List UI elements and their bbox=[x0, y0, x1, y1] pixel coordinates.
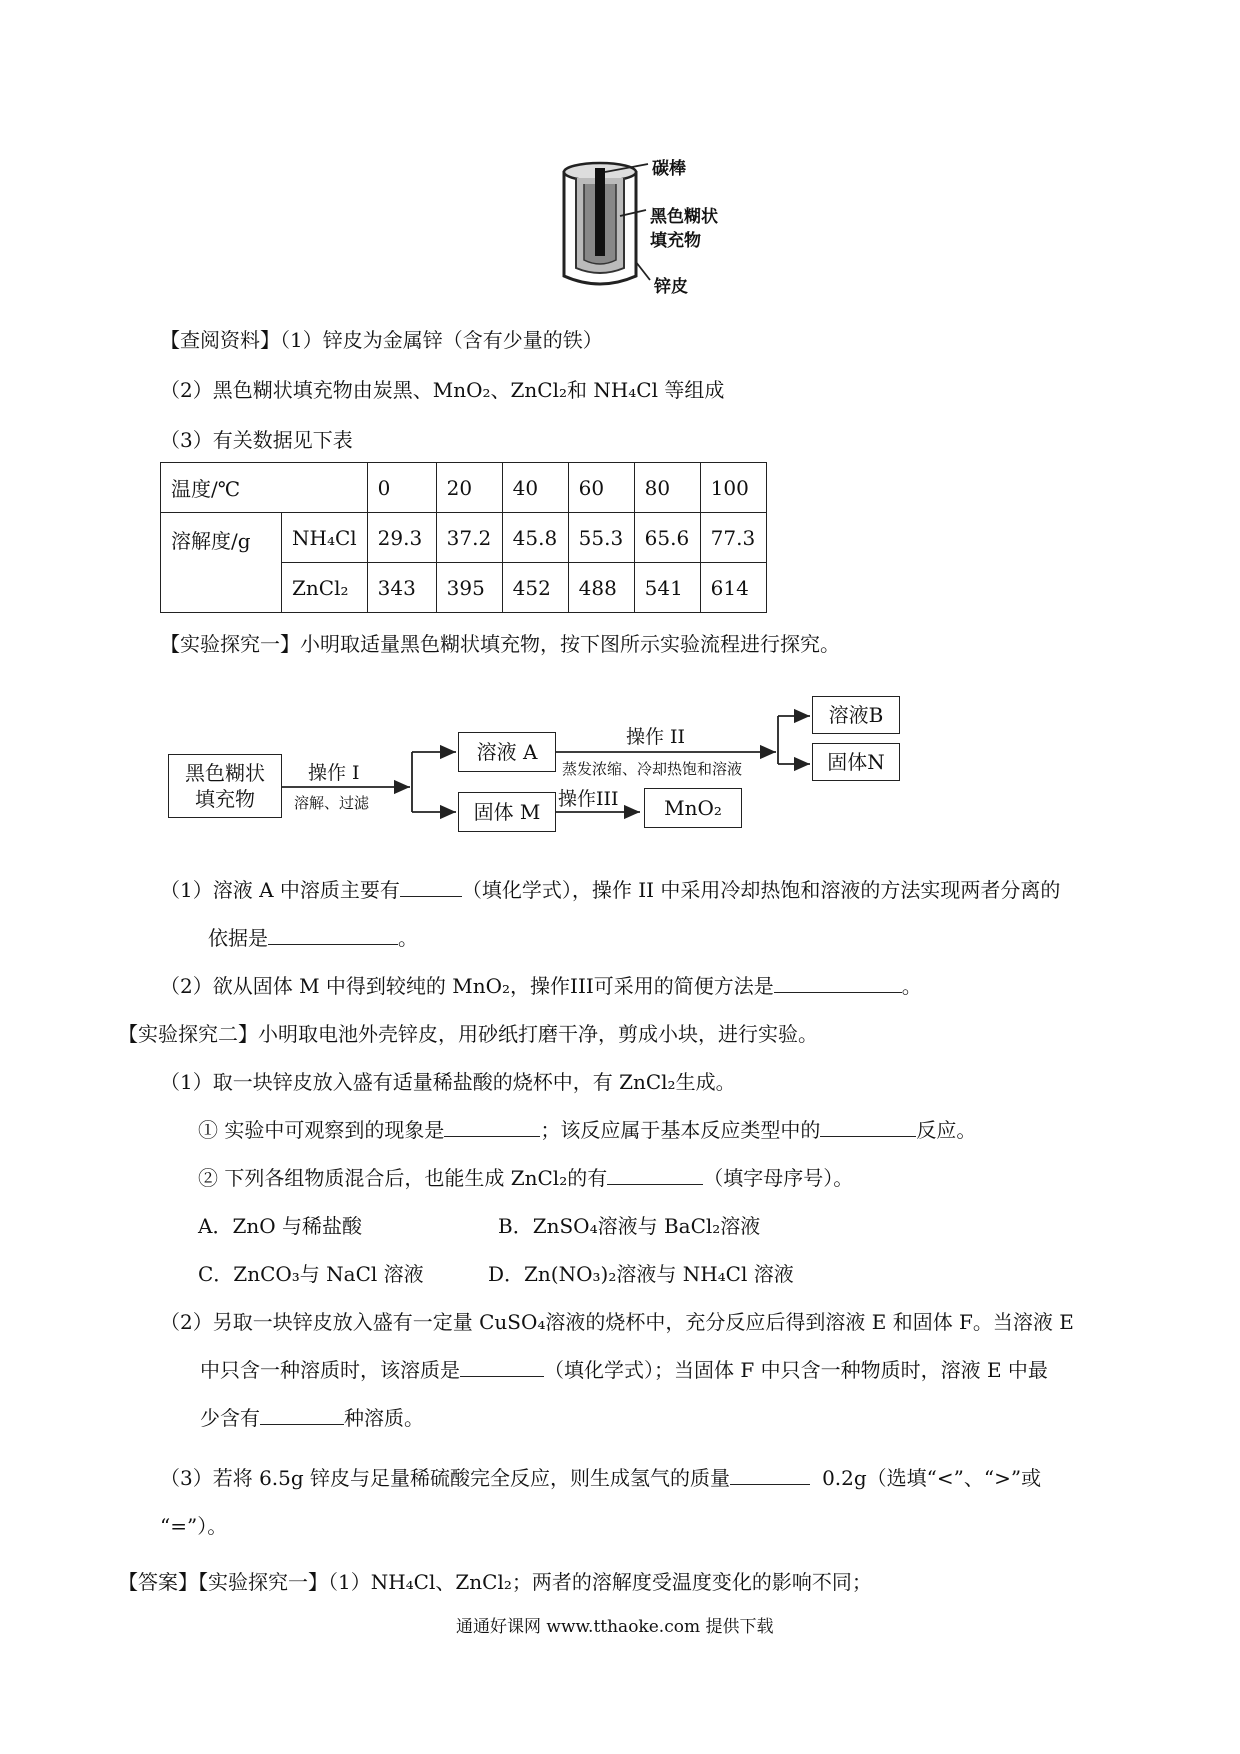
experiment-two-q2c: 少含有 种溶质。 bbox=[200, 1406, 424, 1430]
experiment-two-q2a: （2）另取一块锌皮放入盛有一定量 CuSO₄溶液的烧杯中，充分反应后得到溶液 E 和固体 F。当溶液 E bbox=[160, 1310, 1074, 1334]
temp-cell: 60 bbox=[568, 463, 634, 513]
experiment-two-q3: （3）若将 6.5g 锌皮与足量稀硫酸完全反应，则生成氢气的质量 0.2g（选填“<”、“>”或 bbox=[160, 1466, 1042, 1490]
answer-blank[interactable] bbox=[460, 1356, 544, 1377]
solid-n-box: 固体N bbox=[812, 743, 900, 781]
answer-blank[interactable] bbox=[400, 876, 462, 897]
value-cell: 614 bbox=[700, 563, 766, 613]
question-1a: （1）溶液 A 中溶质主要有 （填化学式），操作 II 中采用冷却热饱和溶液的方法实现两者分离的 bbox=[160, 878, 1061, 902]
op3-label: 操作III bbox=[558, 788, 619, 810]
reference-line-1: 【查阅资料】（1）锌皮为金属锌（含有少量的铁） bbox=[160, 328, 603, 352]
experiment-two-q1: （1）取一块锌皮放入盛有适量稀盐酸的烧杯中，有 ZnCl₂生成。 bbox=[160, 1070, 736, 1094]
value-cell: 488 bbox=[568, 563, 634, 613]
temp-cell: 40 bbox=[502, 463, 568, 513]
value-cell: 395 bbox=[436, 563, 502, 613]
zinc-skin-label: 锌皮 bbox=[654, 277, 688, 297]
option-a: A．ZnO 与稀盐酸 bbox=[198, 1214, 362, 1238]
temp-header: 温度/℃ bbox=[161, 463, 368, 513]
value-cell: 45.8 bbox=[502, 513, 568, 563]
mno2-box: MnO₂ bbox=[644, 788, 742, 828]
experiment-two-q1a: ① 实验中可观察到的现象是 ；该反应属于基本反应类型中的 反应。 bbox=[198, 1118, 977, 1142]
op2-label: 操作 II bbox=[626, 726, 686, 748]
value-cell: 77.3 bbox=[700, 513, 766, 563]
paste-label-2: 填充物 bbox=[650, 231, 701, 251]
solution-b-box: 溶液B bbox=[812, 696, 900, 734]
temp-cell: 80 bbox=[634, 463, 700, 513]
answer-line: 【答案】【实验探究一】（1）NH₄Cl、ZnCl₂；两者的溶解度受温度变化的影响不同； bbox=[118, 1570, 872, 1594]
experiment-two-intro: 【实验探究二】小明取电池外壳锌皮，用砂纸打磨干净，剪成小块，进行实验。 bbox=[118, 1022, 818, 1046]
temp-cell: 0 bbox=[367, 463, 436, 513]
paste-label-1: 黑色糊状 bbox=[650, 207, 718, 227]
flow-start-line2: 填充物 bbox=[195, 787, 255, 811]
value-cell: 65.6 bbox=[634, 513, 700, 563]
answer-blank[interactable] bbox=[774, 972, 902, 993]
question-1b: 依据是 。 bbox=[208, 926, 418, 950]
temp-cell: 20 bbox=[436, 463, 502, 513]
option-c: C．ZnCO₃与 NaCl 溶液 bbox=[198, 1262, 424, 1286]
answer-blank[interactable] bbox=[607, 1164, 703, 1185]
question-2: （2）欲从固体 M 中得到较纯的 MnO₂，操作III可采用的简便方法是 。 bbox=[160, 974, 922, 998]
experiment-one-intro: 【实验探究一】小明取适量黑色糊状填充物，按下图所示实验流程进行探究。 bbox=[160, 632, 840, 656]
substance-name: NH₄Cl bbox=[282, 513, 368, 563]
answer-blank[interactable] bbox=[260, 1404, 344, 1425]
op2-sub-label: 蒸发浓缩、冷却热饱和溶液 bbox=[562, 760, 743, 778]
answer-blank[interactable] bbox=[730, 1464, 810, 1485]
temp-cell: 100 bbox=[700, 463, 766, 513]
page-footer: 通通好课网 www.tthaoke.com 提供下载 bbox=[456, 1617, 774, 1637]
answer-blank[interactable] bbox=[820, 1116, 916, 1137]
answer-blank[interactable] bbox=[444, 1116, 540, 1137]
carbon-rod-label: 碳棒 bbox=[652, 159, 686, 179]
experiment-two-q1b: ② 下列各组物质混合后，也能生成 ZnCl₂的有 （填字母序号）。 bbox=[198, 1166, 854, 1190]
option-d: D．Zn(NO₃)₂溶液与 NH₄Cl 溶液 bbox=[488, 1262, 794, 1286]
value-cell: 37.2 bbox=[436, 513, 502, 563]
value-cell: 29.3 bbox=[367, 513, 436, 563]
substance-name: ZnCl₂ bbox=[282, 563, 368, 613]
op1-sub-label: 溶解、过滤 bbox=[294, 794, 370, 812]
op1-label: 操作 I bbox=[308, 762, 360, 784]
flow-start-line1: 黑色糊状 bbox=[185, 761, 265, 785]
solution-a-box: 溶液 A bbox=[458, 732, 556, 772]
reference-line-3: （3）有关数据见下表 bbox=[160, 428, 353, 452]
answer-blank[interactable] bbox=[268, 924, 398, 945]
value-cell: 343 bbox=[367, 563, 436, 613]
reference-line-2: （2）黑色糊状填充物由炭黑、MnO₂、ZnCl₂和 NH₄Cl 等组成 bbox=[160, 378, 725, 402]
flow-start-box bbox=[168, 754, 282, 818]
experiment-two-q3-tail: “=”）。 bbox=[160, 1514, 228, 1538]
option-b: B．ZnSO₄溶液与 BaCl₂溶液 bbox=[498, 1214, 761, 1238]
solid-m-box: 固体 M bbox=[458, 792, 556, 832]
experiment-two-q2b: 中只含一种溶质时，该溶质是 （填化学式）；当固体 F 中只含一种物质时，溶液 E 中最 bbox=[200, 1358, 1048, 1382]
value-cell: 452 bbox=[502, 563, 568, 613]
solubility-header: 溶解度/g bbox=[161, 513, 282, 613]
value-cell: 541 bbox=[634, 563, 700, 613]
value-cell: 55.3 bbox=[568, 513, 634, 563]
